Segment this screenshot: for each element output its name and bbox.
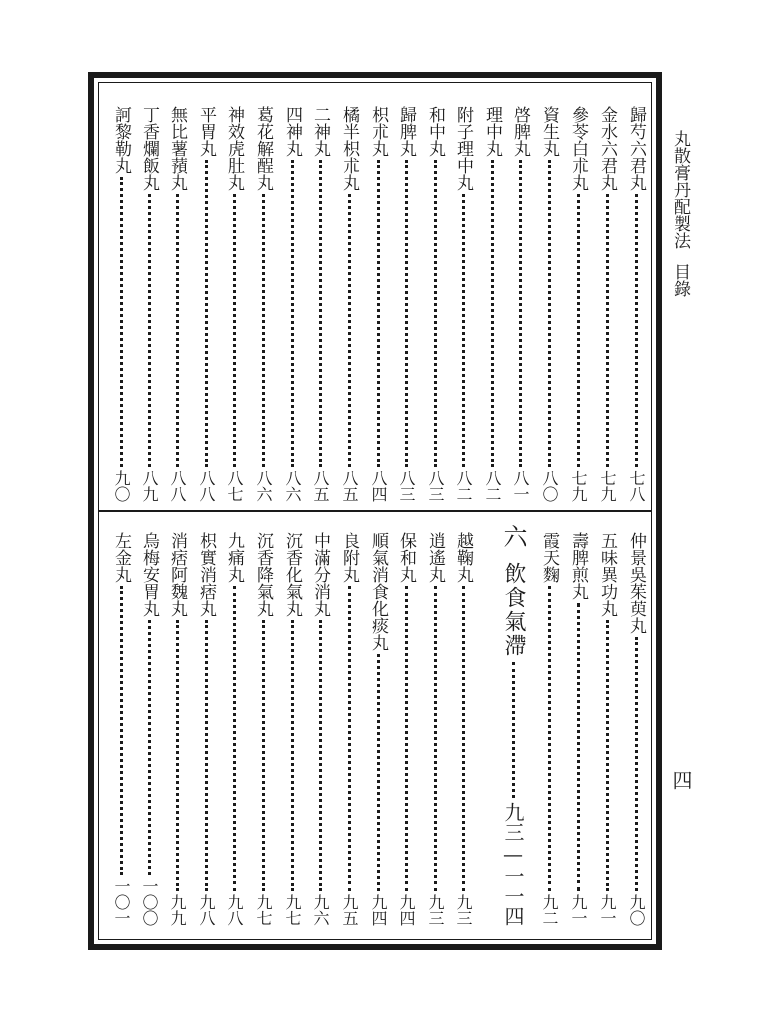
entry-page: 九二: [540, 894, 559, 926]
entry-page: 九七: [283, 894, 302, 926]
leader-dots: [405, 160, 408, 467]
entry-page: 九三: [426, 894, 445, 926]
page-number: 四: [669, 770, 693, 790]
section-number: 六: [499, 524, 527, 548]
toc-entry[interactable]: [596, 106, 618, 502]
entry-page: 八七: [225, 470, 244, 502]
toc-entry[interactable]: [395, 532, 417, 926]
leader-dots: [319, 160, 322, 467]
toc-entry[interactable]: [166, 106, 188, 502]
entry-name: 歸脾丸: [396, 106, 416, 157]
toc-entry[interactable]: [281, 532, 303, 926]
entry-page: 八四: [369, 470, 388, 502]
entry-name: 葛花解酲丸: [253, 106, 273, 191]
toc-entry[interactable]: [538, 532, 560, 926]
toc-entry[interactable]: [367, 106, 389, 502]
toc-entry[interactable]: [281, 106, 303, 502]
entry-page: 八三: [397, 470, 416, 502]
entry-name: 歸芍六君丸: [626, 106, 646, 191]
leader-dots: [233, 586, 236, 891]
entry-name: 霞天麴: [539, 532, 559, 583]
entry-name: 保和丸: [396, 532, 416, 583]
entry-page: 八〇: [540, 470, 559, 502]
entry-page: 七九: [598, 470, 617, 502]
entry-name: 啓脾丸: [510, 106, 530, 157]
entry-page: 九六: [311, 894, 330, 926]
entry-page: 八三: [426, 470, 445, 502]
toc-entry[interactable]: [110, 532, 132, 926]
entry-name: 九痛丸: [224, 532, 244, 583]
toc-entry[interactable]: [367, 532, 389, 926]
entry-page: 九九: [168, 894, 187, 926]
leader-dots: [348, 194, 351, 467]
entry-name: 無比薯蕷丸: [167, 106, 187, 191]
leader-dots: [491, 160, 494, 467]
toc-entry[interactable]: [309, 106, 331, 502]
entry-name: 理中丸: [482, 106, 502, 157]
entry-name: 橘半枳朮丸: [339, 106, 359, 191]
leader-dots: [291, 620, 294, 891]
leader-dots: [348, 586, 351, 891]
leader-dots: [635, 637, 638, 891]
toc-entry[interactable]: [538, 106, 560, 502]
entry-page: 八六: [254, 470, 273, 502]
toc-entry[interactable]: [110, 106, 132, 502]
entry-name: 良附丸: [339, 532, 359, 583]
entry-page: 八八: [168, 470, 187, 502]
toc-entry[interactable]: [195, 106, 217, 502]
toc-entry[interactable]: [625, 532, 647, 926]
entry-name: 二神丸: [310, 106, 330, 157]
entry-name: 中滿分消丸: [310, 532, 330, 617]
leader-dots: [262, 194, 265, 467]
leader-dots: [462, 586, 465, 891]
entry-name: 仲景吳茱萸丸: [626, 532, 646, 634]
entry-name: 沉香降氣丸: [253, 532, 273, 617]
toc-entry[interactable]: [138, 106, 160, 502]
entry-page: 八二: [454, 470, 473, 502]
leader-dots: [205, 160, 208, 467]
entry-name: 訶黎勒丸: [111, 106, 131, 174]
leader-dots: [606, 194, 609, 467]
leader-dots: [377, 160, 380, 467]
toc-entry[interactable]: [625, 106, 647, 502]
toc-entry[interactable]: [223, 106, 245, 502]
entry-page: 九三: [454, 894, 473, 926]
entry-name: 參苓白朮丸: [568, 106, 588, 191]
leader-dots: [176, 194, 179, 467]
entry-page: 九八: [225, 894, 244, 926]
entry-page: 九五: [340, 894, 359, 926]
entry-name: 壽脾煎丸: [568, 532, 588, 600]
toc-entry[interactable]: [166, 532, 188, 926]
toc-entry[interactable]: [195, 532, 217, 926]
section-heading[interactable]: [500, 524, 526, 926]
book-title: 丸散膏丹配製法: [670, 130, 690, 249]
leader-dots: [148, 620, 151, 875]
entry-page: 一〇〇: [140, 878, 159, 926]
leader-dots: [577, 603, 580, 891]
toc-entry[interactable]: [223, 532, 245, 926]
entry-name: 逍遙丸: [425, 532, 445, 583]
leader-dots: [120, 177, 123, 467]
entry-page: 八八: [197, 470, 216, 502]
entry-name: 消痞阿魏丸: [167, 532, 187, 617]
toc-entry[interactable]: [452, 532, 474, 926]
entry-page: 七九: [569, 470, 588, 502]
entry-page: 九〇: [112, 470, 131, 502]
section-page-range: 九三—一一四: [501, 802, 525, 926]
leader-dots: [148, 194, 151, 467]
entry-name: 金水六君丸: [597, 106, 617, 191]
entry-name: 順氣消食化痰丸: [368, 532, 388, 651]
entry-name: 平胃丸: [196, 106, 216, 157]
entry-name: 和中丸: [425, 106, 445, 157]
leader-dots: [262, 620, 265, 891]
section-divider: [98, 510, 652, 512]
leader-dots: [512, 662, 515, 798]
entry-name: 四神丸: [282, 106, 302, 157]
entry-page: 九七: [254, 894, 273, 926]
toc-entry[interactable]: [338, 106, 360, 502]
entry-page: 九四: [397, 894, 416, 926]
entry-page: 九八: [197, 894, 216, 926]
leader-dots: [205, 620, 208, 891]
leader-dots: [377, 654, 380, 891]
entry-page: 八五: [311, 470, 330, 502]
entry-page: 九四: [369, 894, 388, 926]
toc-entry[interactable]: [509, 106, 531, 502]
entry-page: 九一: [598, 894, 617, 926]
toc-entry[interactable]: [424, 532, 446, 926]
entry-name: 烏梅安胃丸: [139, 532, 159, 617]
toc-entry[interactable]: [424, 106, 446, 502]
toc-entry[interactable]: [338, 532, 360, 926]
toc-entry[interactable]: [481, 106, 503, 502]
running-head: [670, 130, 690, 297]
leader-dots: [519, 160, 522, 467]
leader-dots: [405, 586, 408, 891]
entry-name: 枳實消痞丸: [196, 532, 216, 617]
entry-page: 八一: [511, 470, 530, 502]
toc-entry[interactable]: [138, 532, 160, 926]
leader-dots: [462, 194, 465, 467]
leader-dots: [577, 194, 580, 467]
entry-page: 八九: [140, 470, 159, 502]
entry-name: 越鞠丸: [453, 532, 473, 583]
entry-name: 沉香化氣丸: [282, 532, 302, 617]
leader-dots: [548, 586, 551, 891]
toc-entry[interactable]: [252, 106, 274, 502]
toc-entry[interactable]: [452, 106, 474, 502]
entry-name: 枳朮丸: [368, 106, 388, 157]
toc-entry[interactable]: [252, 532, 274, 926]
entry-page: 八二: [483, 470, 502, 502]
entry-page: 八五: [340, 470, 359, 502]
leader-dots: [120, 586, 123, 875]
leader-dots: [233, 194, 236, 467]
leader-dots: [548, 160, 551, 467]
entry-page: 一〇一: [112, 878, 131, 926]
entry-name: 丁香爛飯丸: [139, 106, 159, 191]
leader-dots: [434, 160, 437, 467]
entry-name: 左金丸: [111, 532, 131, 583]
toc-entry[interactable]: [567, 106, 589, 502]
entry-page: 七八: [627, 470, 646, 502]
entry-name: 附子理中丸: [453, 106, 473, 191]
leader-dots: [176, 620, 179, 891]
entry-name: 五味異功丸: [597, 532, 617, 617]
section-label: 目錄: [670, 263, 690, 297]
section-title: 飲食氣滯: [501, 562, 526, 658]
entry-page: 九一: [569, 894, 588, 926]
toc-entry[interactable]: [395, 106, 417, 502]
entry-name: 資生丸: [539, 106, 559, 157]
leader-dots: [291, 160, 294, 467]
entry-page: 八六: [283, 470, 302, 502]
entry-page: 九〇: [627, 894, 646, 926]
toc-entry[interactable]: [567, 532, 589, 926]
entry-name: 神效虎肚丸: [224, 106, 244, 191]
leader-dots: [319, 620, 322, 891]
toc-entry[interactable]: [309, 532, 331, 926]
leader-dots: [635, 194, 638, 467]
toc-entry[interactable]: [596, 532, 618, 926]
leader-dots: [606, 620, 609, 891]
leader-dots: [434, 586, 437, 891]
